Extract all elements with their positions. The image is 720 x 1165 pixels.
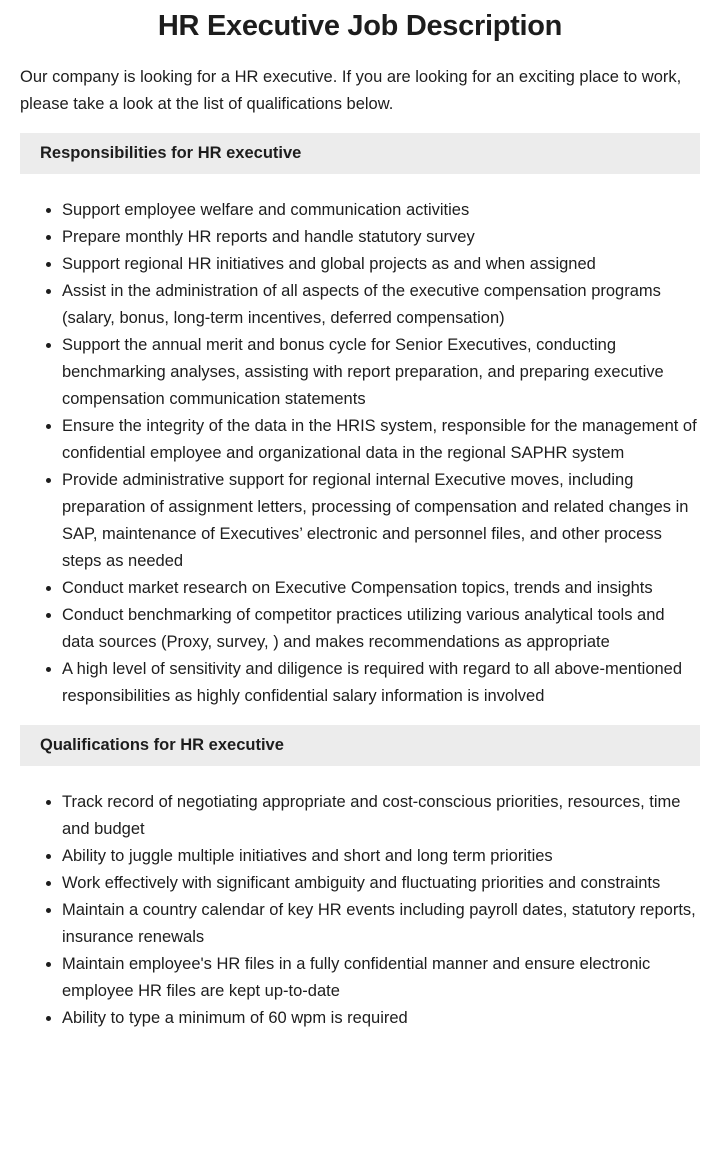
list-item: Support the annual merit and bonus cycle for Senior Executives, conducting benchmarking analyses, assisting with report preparation, and preparing executive compensation communication statements	[62, 332, 700, 413]
job-description-page	[0, 8, 720, 1032]
sections-container	[20, 133, 700, 1032]
list-item: Support employee welfare and communication activities	[62, 197, 700, 224]
list-item: Conduct market research on Executive Compensation topics, trends and insights	[62, 575, 700, 602]
list-item: A high level of sensitivity and diligence is required with regard to all above-mentioned responsibilities as highly confidential salary information is involved	[62, 656, 700, 710]
bullet-list	[20, 197, 700, 710]
section-header	[20, 133, 700, 174]
list-item: Conduct benchmarking of competitor practices utilizing various analytical tools and data sources (Proxy, survey, ) and makes recommendations as appropriate	[62, 602, 700, 656]
list-item: Assist in the administration of all aspects of the executive compensation programs (salary, bonus, long-term incentives, deferred compensation)	[62, 278, 700, 332]
section-heading: Qualifications for HR executive	[40, 736, 284, 754]
list-item: Ability to type a minimum of 60 wpm is required	[62, 1005, 700, 1032]
bullet-list	[20, 789, 700, 1032]
list-item: Ability to juggle multiple initiatives and short and long term priorities	[62, 843, 700, 870]
section	[20, 133, 700, 710]
page-title: HR Executive Job Description	[157, 10, 563, 42]
list-item: Maintain a country calendar of key HR events including payroll dates, statutory reports, insurance renewals	[62, 897, 700, 951]
intro-paragraph: Our company is looking for a HR executive. If you are looking for an exciting place to work, please take a look at the list of qualifications below.	[20, 68, 682, 113]
list-item: Support regional HR initiatives and global projects as and when assigned	[62, 251, 700, 278]
list-item: Ensure the integrity of the data in the HRIS system, responsible for the management of confidential employee and organizational data in the regional SAPHR system	[62, 413, 700, 467]
list-item: Work effectively with significant ambiguity and fluctuating priorities and constraints	[62, 870, 700, 897]
list-item: Track record of negotiating appropriate and cost-conscious priorities, resources, time and budget	[62, 789, 700, 843]
list-item: Prepare monthly HR reports and handle statutory survey	[62, 224, 700, 251]
section-header	[20, 725, 700, 766]
section	[20, 725, 700, 1032]
list-item: Provide administrative support for regional internal Executive moves, including preparation of assignment letters, processing of compensation and related changes in SAP, maintenance of Executives’ electronic and personnel files, and other process steps as needed	[62, 467, 700, 575]
list-item: Maintain employee's HR files in a fully confidential manner and ensure electronic employee HR files are kept up-to-date	[62, 951, 700, 1005]
section-heading: Responsibilities for HR executive	[40, 144, 302, 162]
